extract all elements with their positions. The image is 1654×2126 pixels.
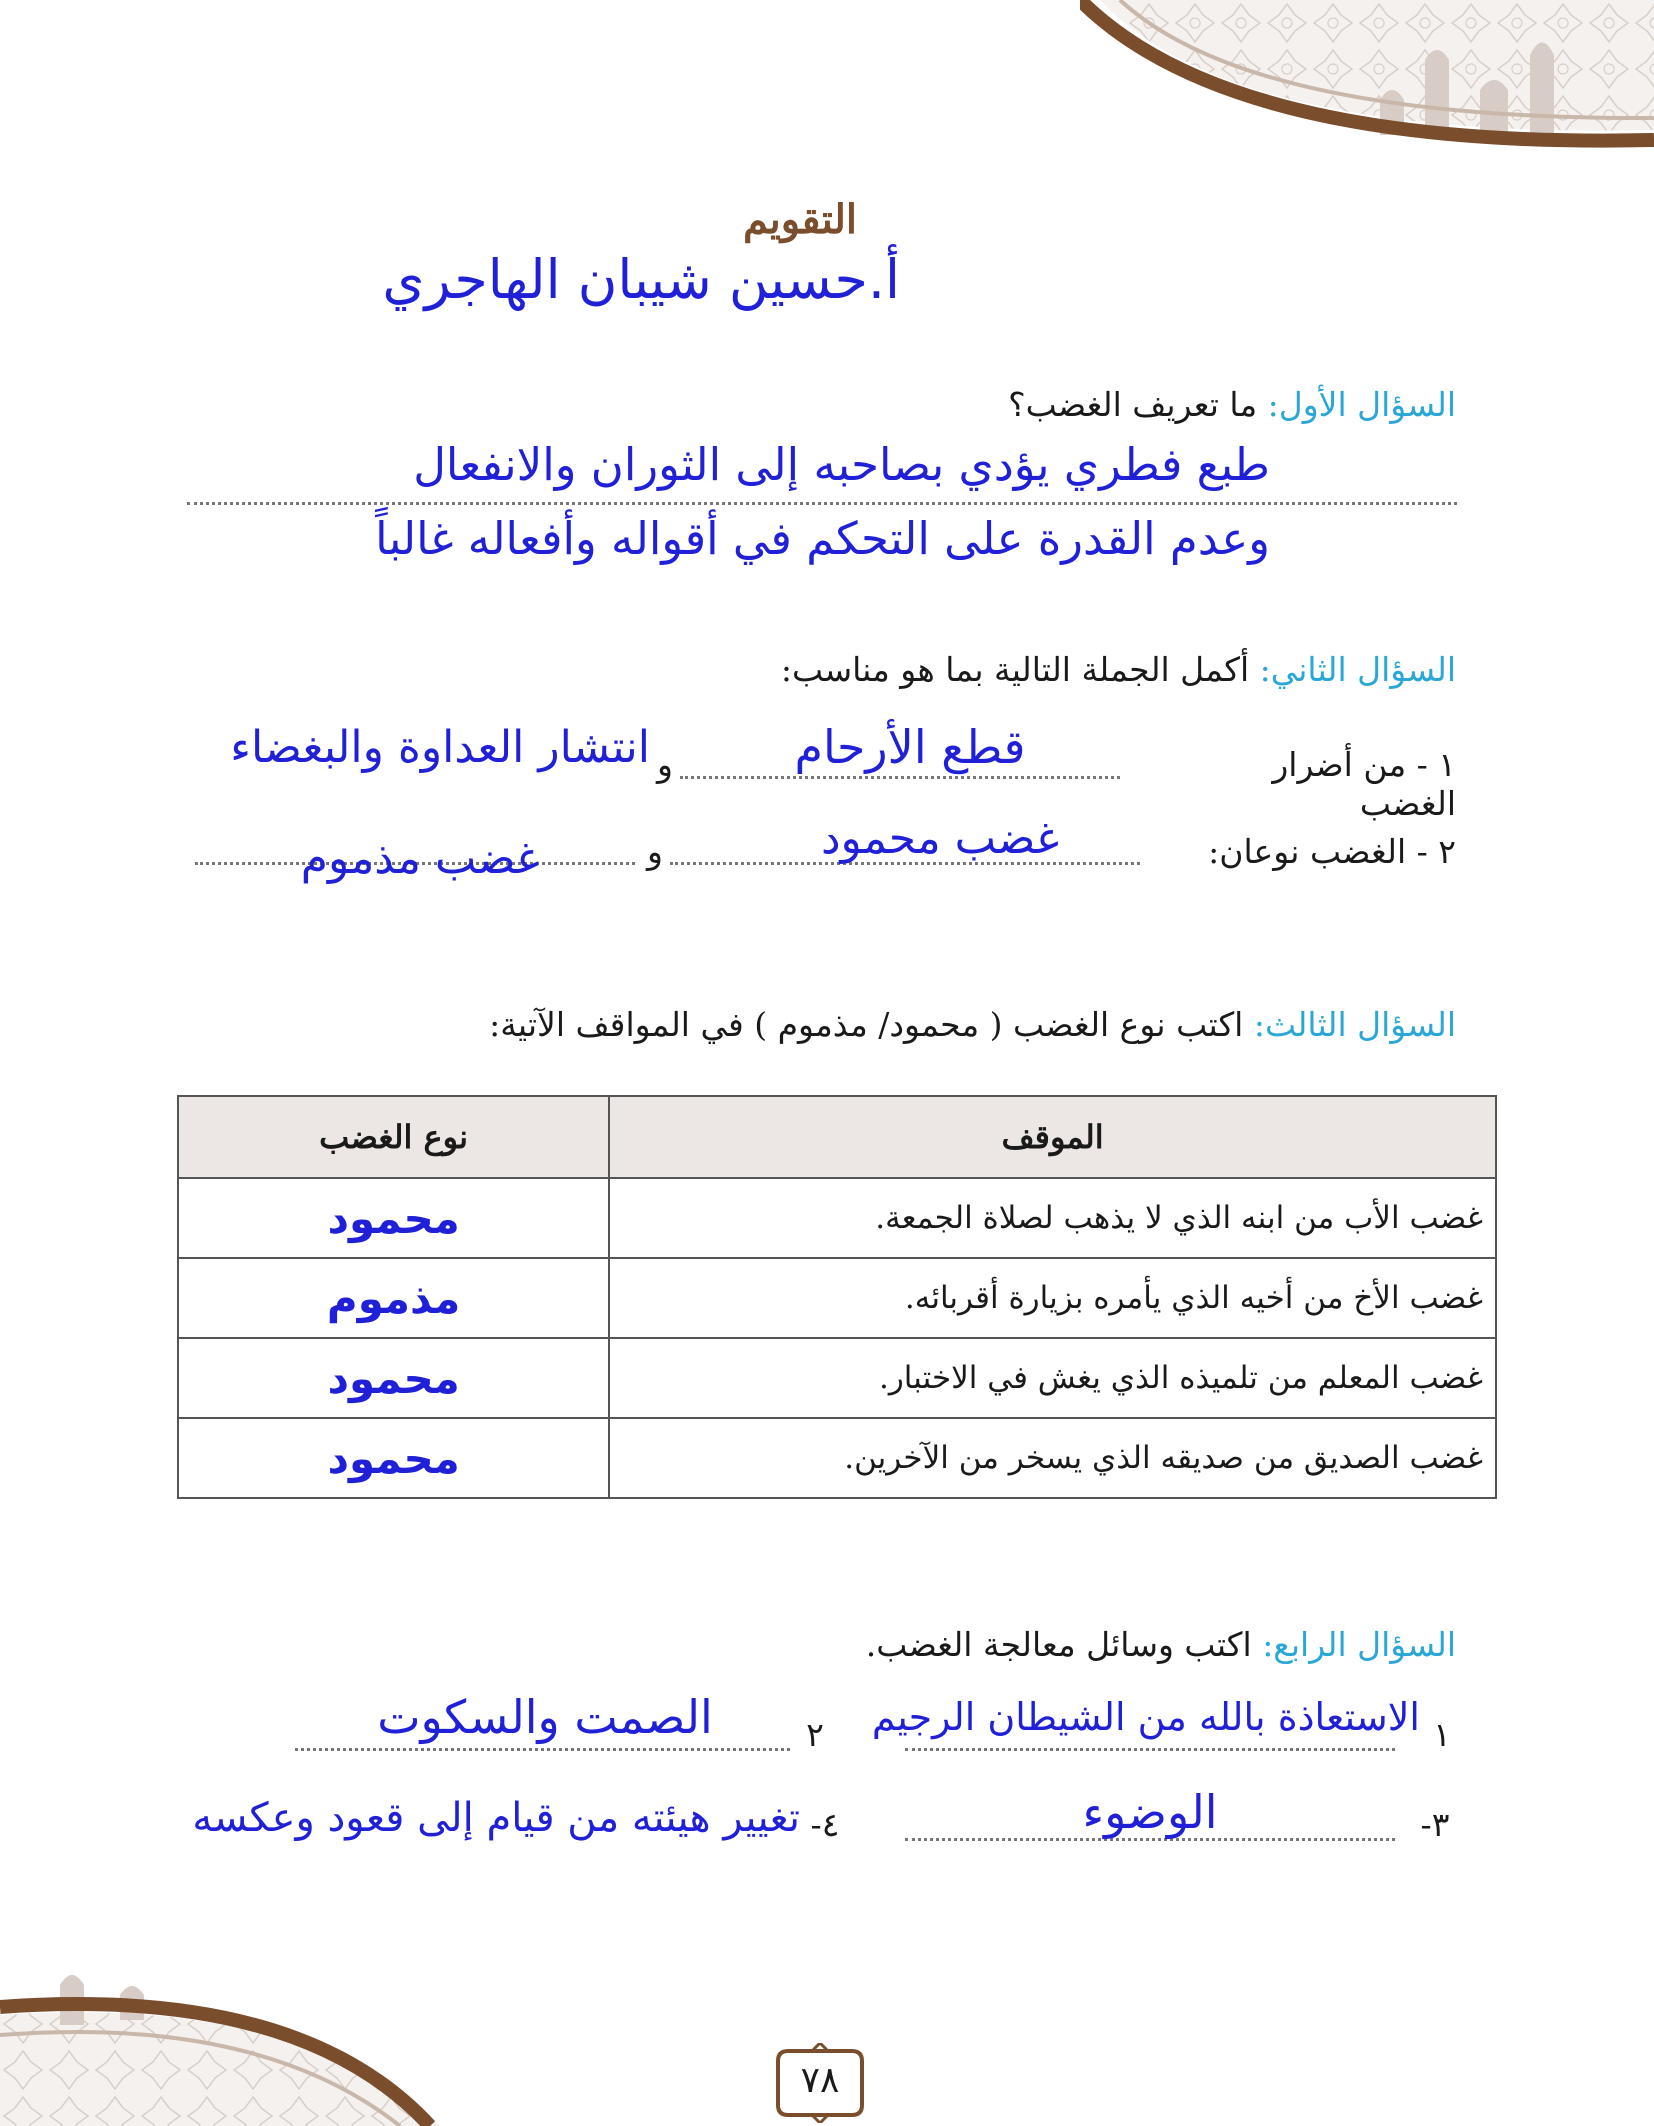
q2-header (556, 650, 1456, 689)
q4-answer4[interactable]: تغيير هيئته من قيام إلى قعود وعكسه (192, 1795, 800, 1841)
type-cell[interactable]: محمود (178, 1178, 609, 1258)
q3-label: السؤال الثالث: (1253, 1005, 1456, 1044)
q4-num1: ١ (1433, 1715, 1451, 1754)
page-title: التقويم (742, 196, 858, 243)
table-header-row (178, 1096, 1496, 1178)
q4-num2: ٢ (806, 1715, 824, 1754)
q2-item1-text: ١ - من أضرار الغضب (1272, 745, 1456, 823)
q1-answer-line1: طبع فطري يؤدي بصاحبه إلى الثوران والانفعال (413, 438, 1270, 491)
q3-prompt: اكتب نوع الغضب ( محمود/ مذموم ) في المواقف الآتية: (489, 1005, 1244, 1044)
header-situation: الموقف (609, 1096, 1496, 1178)
q4-blank2 (295, 1748, 790, 1751)
q4-answer1[interactable]: الاستعاذة بالله من الشيطان الرجيم (871, 1695, 1420, 1739)
q4-answer2[interactable]: الصمت والسكوت (377, 1690, 713, 1744)
author-name: أ.حسين شيبان الهاجري (382, 248, 900, 311)
situation-cell: غضب الأخ من أخيه الذي يأمره بزيارة أقربائه. (609, 1258, 1496, 1338)
q2-item1-blank-a (680, 776, 1120, 779)
q3-header (356, 1005, 1456, 1044)
q1-label: السؤال الأول: (1267, 385, 1456, 424)
anger-type-table (177, 1095, 1497, 1499)
table-row (178, 1338, 1496, 1418)
table-row (178, 1258, 1496, 1338)
type-cell[interactable]: محمود (178, 1338, 609, 1418)
q2-item1-answer-a[interactable]: قطع الأرحام (794, 720, 1026, 774)
q2-item2-answer-a[interactable]: غضب محمود (820, 813, 1060, 864)
q2-item2-answer-b[interactable]: غضب مذموم (300, 833, 540, 884)
q1-prompt: ما تعريف الغضب؟ (1008, 385, 1258, 424)
type-cell[interactable]: محمود (178, 1418, 609, 1498)
q4-answer3[interactable]: الوضوء (1082, 1785, 1218, 1839)
q4-label: السؤال الرابع: (1262, 1625, 1456, 1664)
situation-cell: غضب الصديق من صديقه الذي يسخر من الآخرين. (609, 1418, 1496, 1498)
q2-prompt: أكمل الجملة التالية بما هو مناسب: (780, 650, 1250, 689)
table-row (178, 1178, 1496, 1258)
q2-item2-text: ٢ - الغضب نوعان: (1208, 832, 1456, 871)
type-cell[interactable]: مذموم (178, 1258, 609, 1338)
situation-cell: غضب الأب من ابنه الذي لا يذهب لصلاة الجمعة. (609, 1178, 1496, 1258)
q1-header (556, 385, 1456, 424)
q1-answer-line2: وعدم القدرة على التحكم في أقواله وأفعاله غالباً (375, 512, 1270, 565)
q4-num3: ٣- (1420, 1805, 1450, 1844)
page-number: ٧٨ (800, 2060, 840, 2101)
q2-item1-answer-b[interactable]: انتشار العداوة والبغضاء (230, 722, 650, 773)
situation-cell: غضب المعلم من تلميذه الذي يغش في الاختبار. (609, 1338, 1496, 1418)
q4-blank1 (905, 1748, 1395, 1751)
q4-num4: ٤- (810, 1805, 840, 1844)
q2-item1-connector: و (657, 745, 673, 784)
q4-prompt: اكتب وسائل معالجة الغضب. (865, 1625, 1252, 1664)
header-type: نوع الغضب (178, 1096, 609, 1178)
top-corner-decoration (1080, 0, 1654, 160)
table-row (178, 1418, 1496, 1498)
bottom-corner-decoration (0, 1955, 440, 2126)
q1-answer-dotted-line (187, 502, 1457, 505)
q2-item2-connector: و (647, 832, 663, 871)
q2-label: السؤال الثاني: (1259, 650, 1456, 689)
q4-header (556, 1625, 1456, 1664)
